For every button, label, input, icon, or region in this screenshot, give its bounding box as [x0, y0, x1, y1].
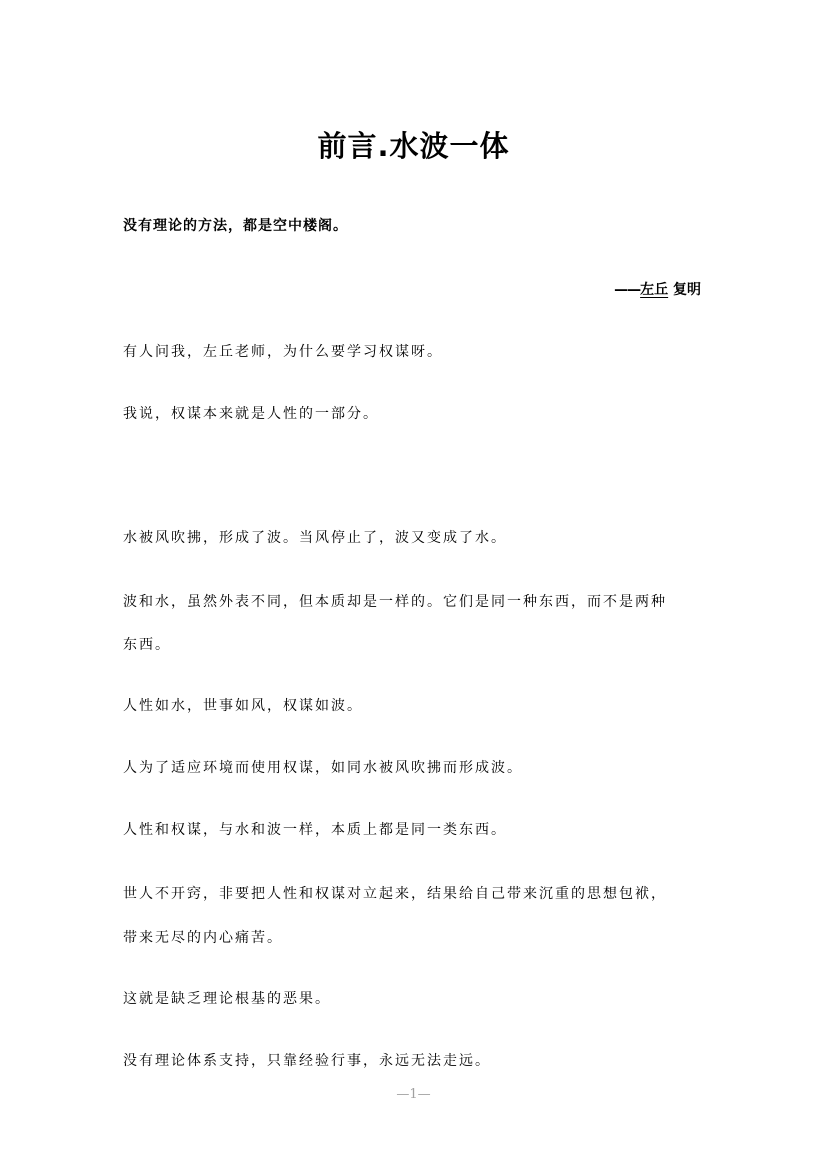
paragraph: 世人不开窍，非要把人性和权谋对立起来，结果给自己带来沉重的思想包袱，: [123, 886, 667, 902]
paragraph: 水被风吹拂，形成了波。当风停止了，波又变成了水。: [123, 530, 507, 546]
paragraph: 人为了适应环境而使用权谋，如同水被风吹拂而形成波。: [123, 760, 523, 776]
paragraph: 这就是缺乏理论根基的恶果。: [123, 991, 331, 1007]
attribution-given-name: 复明: [673, 282, 701, 298]
paragraph: 有人问我，左丘老师，为什么要学习权谋呀。: [123, 344, 443, 360]
page-number: —1—: [396, 1087, 431, 1102]
paragraph-continuation: 带来无尽的内心痛苦。: [123, 930, 283, 946]
attribution: [614, 279, 701, 299]
page-title: 前言.水波一体: [317, 129, 510, 163]
paragraph: 我说，权谋本来就是人性的一部分。: [123, 406, 379, 422]
attribution-surname: 左丘: [640, 282, 669, 298]
paragraph: 人性如水，世事如风，权谋如波。: [123, 698, 363, 714]
paragraph: 人性和权谋，与水和波一样，本质上都是同一类东西。: [123, 822, 507, 838]
paragraph: 没有理论体系支持，只靠经验行事，永远无法走远。: [123, 1053, 491, 1069]
epigraph: 没有理论的方法，都是空中楼阁。: [123, 218, 348, 234]
paragraph-continuation: 东西。: [123, 637, 171, 653]
paragraph: 波和水，虽然外表不同，但本质却是一样的。它们是同一种东西，而不是两种: [123, 594, 667, 610]
attribution-dash: ——: [614, 282, 641, 298]
